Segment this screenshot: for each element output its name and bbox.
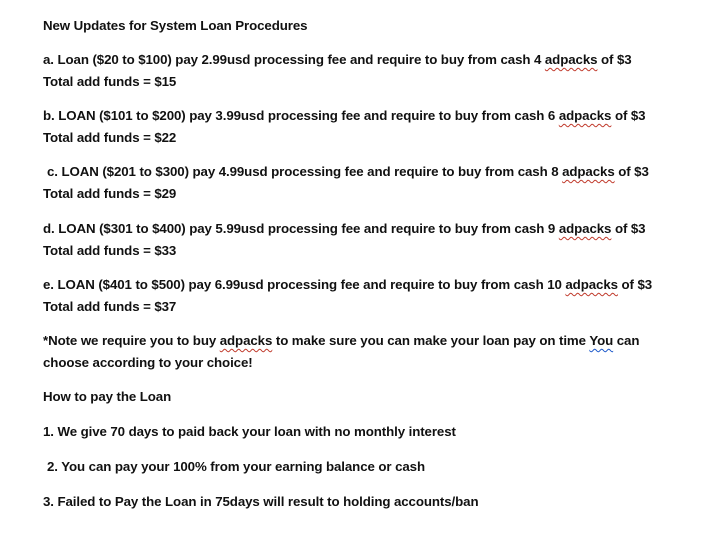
tier-e-suffix: of $3 <box>617 277 653 292</box>
note-adpacks: adpacks <box>219 333 273 348</box>
tier-d-line <box>43 221 645 236</box>
note-line-2: choose according to your choice! <box>43 355 253 370</box>
note-you: You <box>589 333 614 348</box>
note-part-3: can <box>613 333 640 348</box>
tier-c-text: c. LOAN ($201 to $300) pay 4.99usd processing fee and require to buy from cash 8 <box>47 164 563 179</box>
tier-a-line <box>43 52 632 67</box>
tier-c-suffix: of $3 <box>614 164 649 179</box>
tier-d-suffix: of $3 <box>611 221 646 236</box>
note-part-1: *Note we require you to buy <box>43 333 220 348</box>
tier-d-total: Total add funds = $33 <box>43 243 177 258</box>
tier-e-line <box>43 277 652 292</box>
tier-b-text: b. LOAN ($101 to $200) pay 3.99usd processing fee and require to buy from cash 6 <box>43 108 559 123</box>
tier-b-adpacks: adpacks <box>558 108 612 123</box>
tier-b-suffix: of $3 <box>611 108 646 123</box>
tier-a-total: Total add funds = $15 <box>43 74 177 89</box>
tier-a-text: a. Loan ($20 to $100) pay 2.99usd processing fee and require to buy from cash 4 <box>43 52 545 67</box>
tier-e-text: e. LOAN ($401 to $500) pay 6.99usd processing fee and require to buy from cash 10 <box>43 277 566 292</box>
tier-c-line <box>47 164 649 179</box>
tier-c-adpacks: adpacks <box>562 164 615 179</box>
how-to-pay-heading: How to pay the Loan <box>43 389 172 404</box>
tier-d-adpacks: adpacks <box>558 221 612 236</box>
tier-a-adpacks: adpacks <box>544 52 598 67</box>
tier-e-total: Total add funds = $37 <box>43 299 177 314</box>
tier-a-suffix: of $3 <box>597 52 632 67</box>
document-title: New Updates for System Loan Procedures <box>43 18 308 33</box>
tier-e-adpacks: adpacks <box>565 277 618 292</box>
tier-d-text: d. LOAN ($301 to $400) pay 5.99usd processing fee and require to buy from cash 9 <box>43 221 559 236</box>
tier-b-total: Total add funds = $22 <box>43 130 177 145</box>
tier-c-total: Total add funds = $29 <box>43 186 177 201</box>
note-part-2: to make sure you can make your loan pay on time <box>272 333 590 348</box>
payment-rule-1: 1. We give 70 days to paid back your loan with no monthly interest <box>43 424 456 439</box>
payment-rule-2: 2. You can pay your 100% from your earning balance or cash <box>47 459 425 474</box>
note-line-1 <box>43 333 639 348</box>
payment-rule-3: 3. Failed to Pay the Loan in 75days will result to holding accounts/ban <box>43 494 479 509</box>
tier-b-line <box>43 108 645 123</box>
